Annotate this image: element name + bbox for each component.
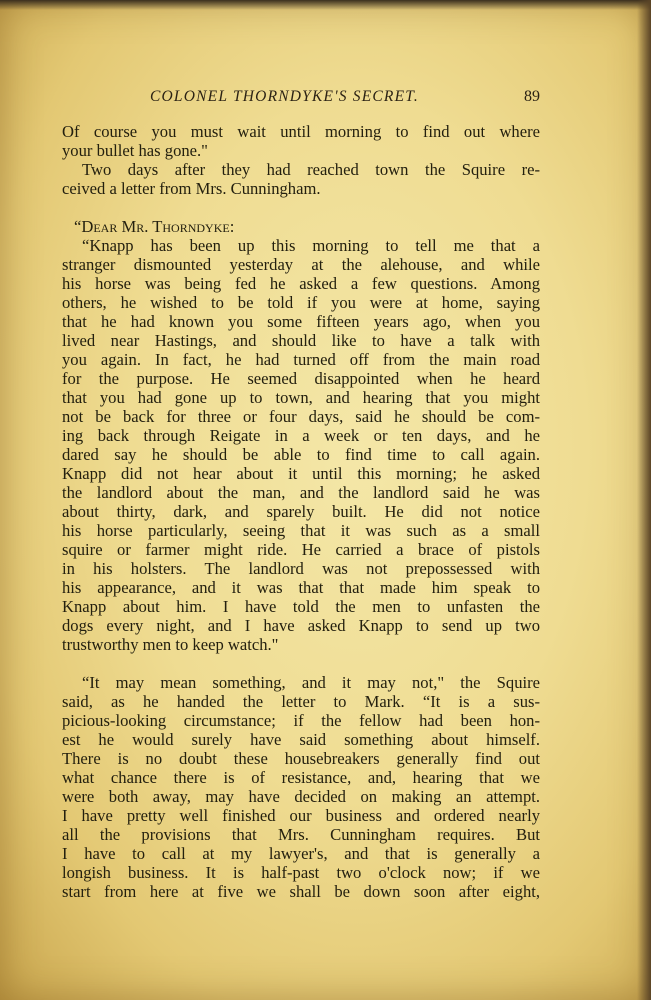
text-line: ing back through Reigate in a week or ten days, and he — [62, 426, 540, 445]
text-line: that he had known you some fifteen years ago, when you — [62, 312, 540, 331]
text-line: your bullet has gone." — [62, 141, 208, 160]
text-line: I have pretty well finished our business and ordered nearly — [62, 806, 540, 825]
text-line: not be back for three or four days, said he should be com- — [62, 407, 540, 426]
text-line: picious-looking circumstance; if the fellow had been hon- — [62, 711, 540, 730]
text-line: Knapp did not hear about it until this morning; he asked — [62, 464, 540, 483]
text-line: that you had gone up to town, and hearing that you might — [62, 388, 540, 407]
text-line: said, as he handed the letter to Mark. “It is a sus- — [62, 692, 540, 711]
text-line: his appearance, and it was that that made him speak to — [62, 578, 540, 597]
text-line: squire or farmer might ride. He carried a brace of pistols — [62, 540, 540, 559]
text-line: his horse was being fed he asked a few questions. Among — [62, 274, 540, 293]
body-text — [62, 122, 540, 901]
text-line: trustworthy men to keep watch." — [62, 635, 279, 654]
text-line: “Dear Mr. Thorndyke: — [74, 217, 235, 236]
text-line: all the provisions that Mrs. Cunningham requires. But — [62, 825, 540, 844]
text-line: you again. In fact, he had turned off from the main road — [62, 350, 540, 369]
text-line: “It may mean something, and it may not," the Squire — [82, 673, 540, 692]
text-line: longish business. It is half-past two o'clock now; if we — [62, 863, 540, 882]
text-line: est he would surely have said something about himself. — [62, 730, 540, 749]
page-header — [62, 88, 540, 112]
text-line: about thirty, dark, and sparely built. He did not notice — [62, 502, 540, 521]
text-line: Of course you must wait until morning to find out where — [62, 122, 540, 141]
text-line: stranger dismounted yesterday at the alehouse, and while — [62, 255, 540, 274]
text-line: in his holsters. The landlord was not prepossessed with — [62, 559, 540, 578]
text-line: start from here at five we shall be down soon after eight, — [62, 882, 540, 901]
text-line: the landlord about the man, and the landlord said he was — [62, 483, 540, 502]
text-line: dared say he should be able to find time to call again. — [62, 445, 540, 464]
text-line: Knapp about him. I have told the men to unfasten the — [62, 597, 540, 616]
text-line: lived near Hastings, and should like to have a talk with — [62, 331, 540, 350]
running-title: COLONEL THORNDYKE'S SECRET. — [150, 88, 419, 105]
text-line: his horse particularly, seeing that it was such as a small — [62, 521, 540, 540]
page-number: 89 — [524, 88, 540, 105]
text-line: for the purpose. He seemed disappointed when he heard — [62, 369, 540, 388]
paragraph-gap — [62, 198, 540, 217]
text-line: what chance there is of resistance, and, hearing that we — [62, 768, 540, 787]
text-line: dogs every night, and I have asked Knapp to send up two — [62, 616, 540, 635]
paragraph-gap — [62, 654, 540, 673]
text-line: “Knapp has been up this morning to tell me that a — [82, 236, 540, 255]
text-line: ceived a letter from Mrs. Cunningham. — [62, 179, 321, 198]
text-line: I have to call at my lawyer's, and that is generally a — [62, 844, 540, 863]
text-line: were both away, may have decided on making an attempt. — [62, 787, 540, 806]
text-line: Two days after they had reached town the Squire re- — [82, 160, 540, 179]
text-line: There is no doubt these housebreakers generally find out — [62, 749, 540, 768]
text-line: others, he wished to be told if you were at home, saying — [62, 293, 540, 312]
